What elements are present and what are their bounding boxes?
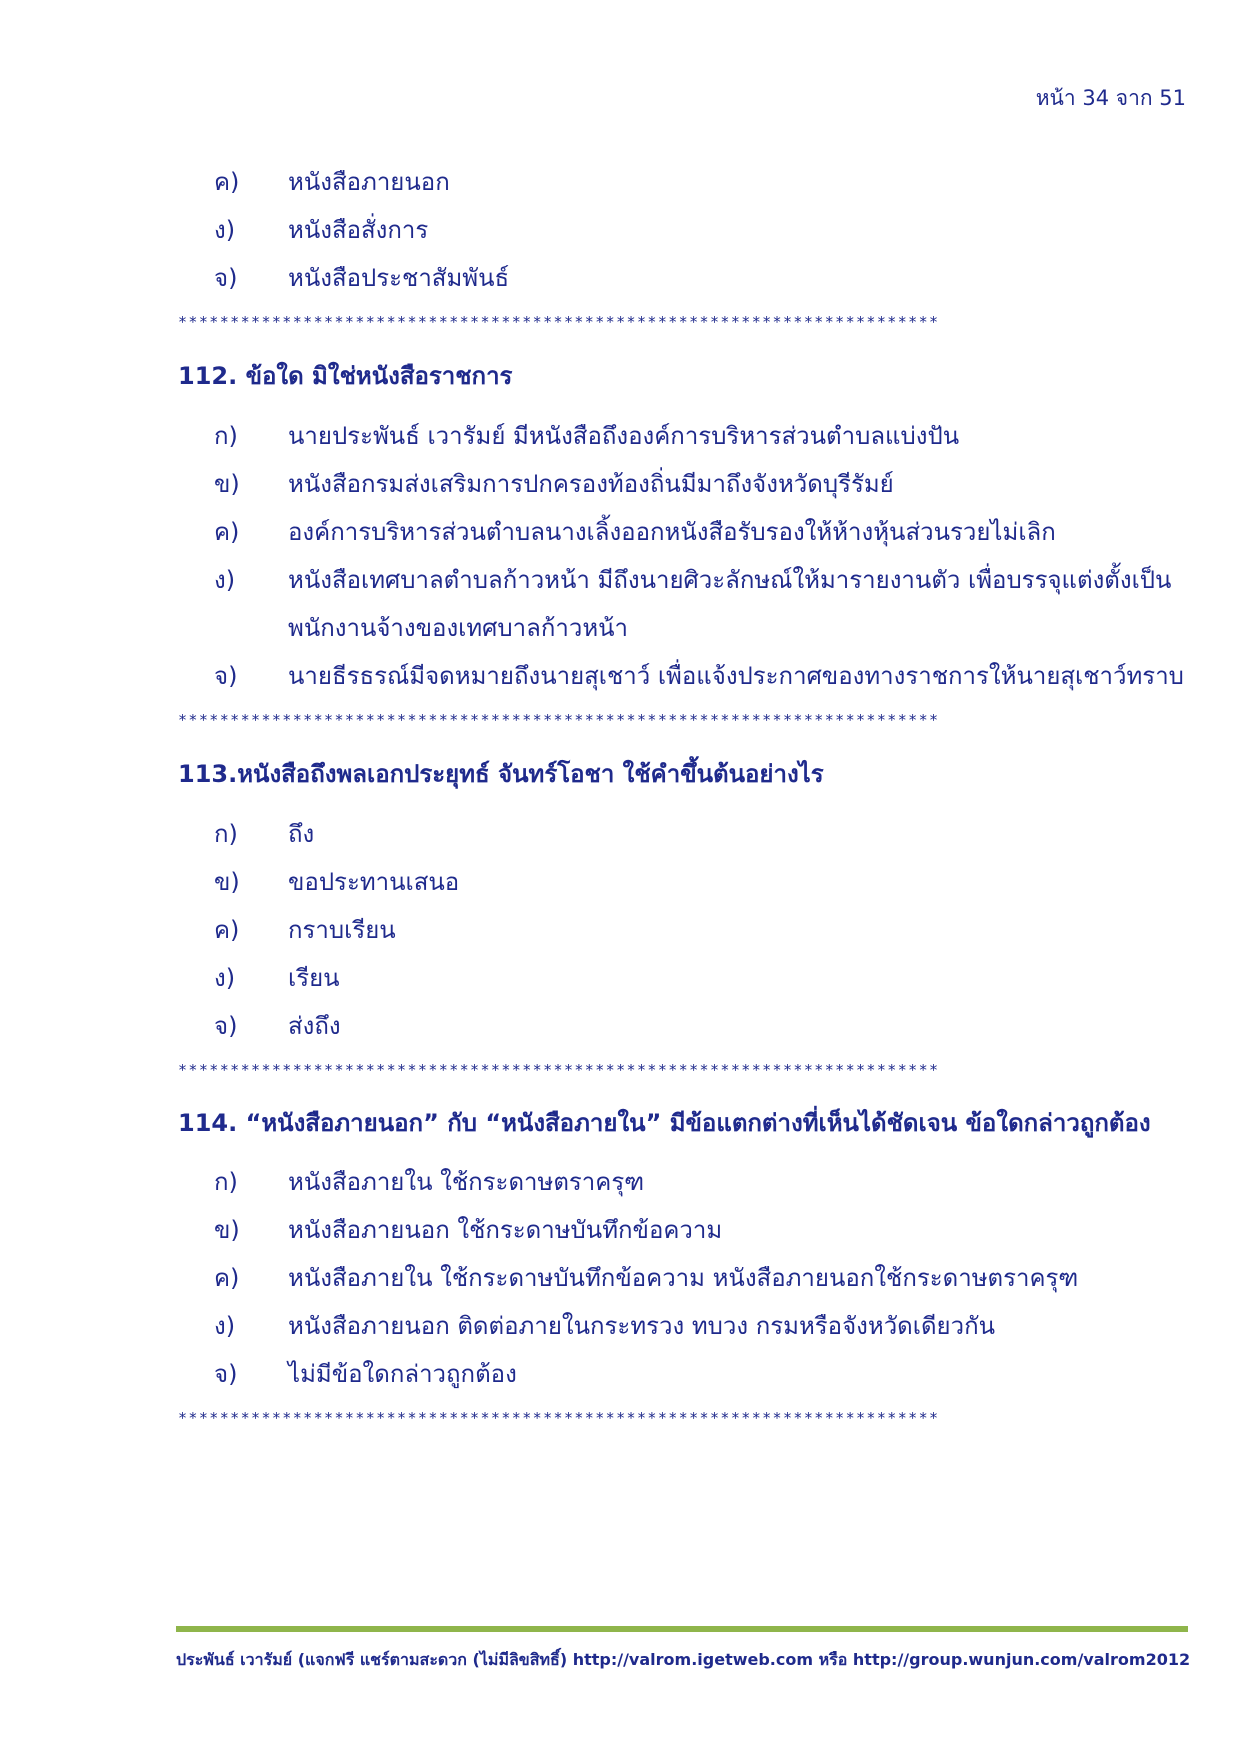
option-text: หนังสือภายนอก	[288, 168, 450, 196]
option-letter: ก)	[214, 422, 238, 450]
option-letter: จ)	[214, 1360, 238, 1388]
option-letter: ข)	[214, 1216, 240, 1244]
option-letter: จ)	[214, 662, 238, 690]
option-e	[214, 254, 1188, 302]
option-text: หนังสือภายนอก ใช้กระดาษบันทึกข้อความ	[288, 1216, 723, 1244]
option-e	[214, 652, 1188, 700]
option-text: หนังสือประชาสัมพันธ์	[288, 264, 510, 292]
question-112-title: 112. ข้อใด มิใช่หนังสือราชการ	[178, 362, 513, 390]
option-text: เรียน	[288, 964, 340, 992]
option-letter: ค)	[214, 518, 240, 546]
option-letter: ง)	[214, 964, 236, 992]
option-a	[214, 1158, 1188, 1206]
option-text: หนังสือภายใน ใช้กระดาษบันทึกข้อความ หนังสือภายนอกใช้กระดาษตราครุฑ	[288, 1264, 1079, 1292]
option-letter: จ)	[214, 264, 238, 292]
option-letter: ค)	[214, 916, 240, 944]
option-text: หนังสือภายนอก ติดต่อภายในกระทรวง ทบวง กรมหรือจังหวัดเดียวกัน	[288, 1312, 996, 1340]
option-b	[214, 1206, 1188, 1254]
option-letter: ง)	[214, 1312, 236, 1340]
question-114-title: 114. “หนังสือภายนอก” กับ “หนังสือภายใน” มีข้อแตกต่างที่เห็นได้ชัดเจน ข้อใดกล่าวถูกต้อง	[178, 1109, 1151, 1137]
option-b	[214, 460, 1188, 508]
option-a	[214, 412, 1188, 460]
separator: *************************************************************************	[178, 1409, 940, 1427]
question-113-title: 113.หนังสือถึงพลเอกประยุทธ์ จันทร์โอชา ใช้คำขึ้นต้นอย่างไร	[178, 760, 824, 788]
page-number: หน้า 34 จาก 51	[1035, 86, 1186, 110]
option-d	[214, 556, 1188, 652]
option-d	[214, 1302, 1188, 1350]
option-text: ส่งถึง	[288, 1012, 341, 1040]
option-text: ขอประทานเสนอ	[288, 868, 460, 896]
separator: *************************************************************************	[178, 1061, 940, 1079]
separator: *************************************************************************	[178, 313, 940, 331]
option-c	[214, 158, 1188, 206]
option-text: หนังสือกรมส่งเสริมการปกครองท้องถิ่นมีมาถึงจังหวัดบุรีรัมย์	[288, 470, 894, 498]
option-letter: ข)	[214, 470, 240, 498]
option-letter: ง)	[214, 216, 236, 244]
option-a	[214, 810, 1188, 858]
option-c	[214, 1254, 1188, 1302]
option-text: ถึง	[288, 820, 315, 848]
option-text: หนังสือสั่งการ	[288, 216, 429, 244]
option-d	[214, 206, 1188, 254]
option-c	[214, 906, 1188, 954]
footer-text: ประพันธ์ เวารัมย์ (แจกฟรี แชร์ตามสะดวก (ไม่มีลิขสิทธิ์) http://valrom.igetweb.com หรือ http://group.wunjun.com/valrom2012	[176, 1650, 1191, 1669]
footer-rule	[176, 1626, 1188, 1632]
option-text: กราบเรียน	[288, 916, 396, 944]
option-letter: จ)	[214, 1012, 238, 1040]
option-e	[214, 1002, 1188, 1050]
option-d	[214, 954, 1188, 1002]
option-text: นายธีรธรณ์มีจดหมายถึงนายสุเชาว์ เพื่อแจ้งประกาศของทางราชการให้นายสุเชาว์ทราบ	[288, 662, 1184, 690]
option-letter: ง)	[214, 566, 236, 594]
option-c	[214, 508, 1188, 556]
option-text: องค์การบริหารส่วนตำบลนางเลิ้งออกหนังสือรับรองให้ห้างหุ้นส่วนรวยไม่เลิก	[288, 518, 1056, 546]
option-letter: ค)	[214, 168, 240, 196]
option-text: หนังสือภายใน ใช้กระดาษตราครุฑ	[288, 1168, 645, 1196]
option-letter: ค)	[214, 1264, 240, 1292]
option-text: หนังสือเทศบาลตำบลก้าวหน้า มีถึงนายศิวะลักษณ์ให้มารายงานตัว เพื่อบรรจุแต่งตั้งเป็นพนักงานจ้างของเทศบาลก้าวหน้า	[288, 566, 1172, 642]
option-b	[214, 858, 1188, 906]
separator: *************************************************************************	[178, 711, 940, 729]
option-letter: ข)	[214, 868, 240, 896]
option-text: นายประพันธ์ เวารัมย์ มีหนังสือถึงองค์การบริหารส่วนตำบลแบ่งปัน	[288, 422, 960, 450]
option-text: ไม่มีข้อใดกล่าวถูกต้อง	[288, 1360, 517, 1388]
document-body	[178, 158, 1188, 1438]
option-e	[214, 1350, 1188, 1398]
option-letter: ก)	[214, 1168, 238, 1196]
option-letter: ก)	[214, 820, 238, 848]
